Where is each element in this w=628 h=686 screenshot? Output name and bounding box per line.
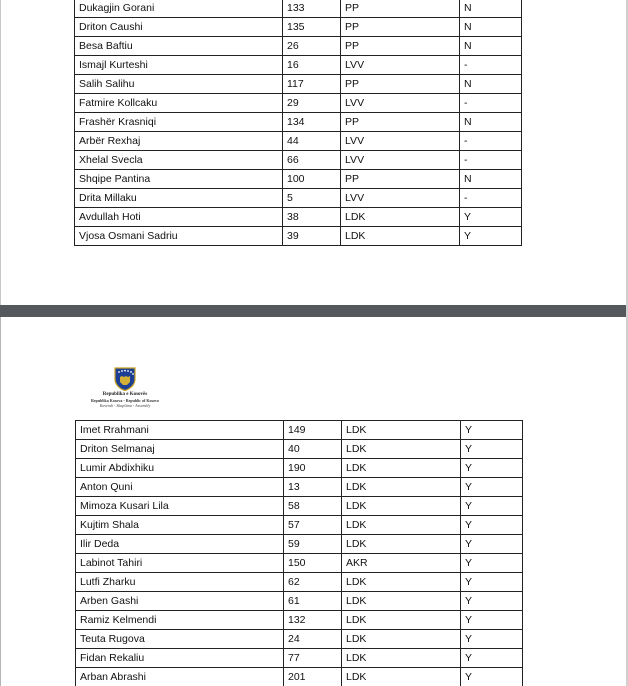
member-vote: Y: [461, 592, 523, 611]
member-number: 44: [283, 132, 341, 151]
member-number: 190: [284, 459, 342, 478]
member-name: Driton Selmanaj: [76, 440, 284, 459]
member-vote: Y: [461, 630, 523, 649]
member-name: Vjosa Osmani Sadriu: [75, 227, 283, 246]
member-number: 13: [284, 478, 342, 497]
table-row: [76, 421, 523, 440]
table-row: [76, 554, 523, 573]
table-row: [75, 189, 522, 208]
member-vote: Y: [461, 668, 523, 686]
member-number: 24: [284, 630, 342, 649]
member-name: Lumir Abdixhiku: [76, 459, 284, 478]
member-number: 149: [284, 421, 342, 440]
member-party: PP: [341, 18, 460, 37]
member-number: 26: [283, 37, 341, 56]
member-number: 16: [283, 56, 341, 75]
member-vote: Y: [460, 227, 522, 246]
member-number: 134: [283, 113, 341, 132]
table-row: [76, 573, 523, 592]
member-vote: Y: [461, 478, 523, 497]
member-vote: N: [460, 0, 522, 18]
table-row: [75, 227, 522, 246]
member-name: Arbër Rexhaj: [75, 132, 283, 151]
member-number: 59: [284, 535, 342, 554]
member-vote: Y: [461, 649, 523, 668]
member-vote: Y: [461, 459, 523, 478]
member-party: PP: [341, 113, 460, 132]
member-number: 62: [284, 573, 342, 592]
member-party: PP: [341, 37, 460, 56]
table-row: [75, 132, 522, 151]
member-vote: -: [460, 94, 522, 113]
member-name: Ilir Deda: [76, 535, 284, 554]
member-name: Fatmire Kollcaku: [75, 94, 283, 113]
member-name: Mimoza Kusari Lila: [76, 497, 284, 516]
member-party: LDK: [342, 478, 461, 497]
member-party: AKR: [342, 554, 461, 573]
member-number: 77: [284, 649, 342, 668]
member-name: Teuta Rugova: [76, 630, 284, 649]
member-party: LDK: [342, 459, 461, 478]
member-number: 201: [284, 668, 342, 686]
member-name: Fidan Rekaliu: [76, 649, 284, 668]
table-row: [75, 113, 522, 132]
member-name: Salih Salihu: [75, 75, 283, 94]
member-party: LVV: [341, 94, 460, 113]
member-party: LDK: [342, 440, 461, 459]
member-vote: Y: [461, 440, 523, 459]
letterhead-subtitle: Republika Kosova - Republic of Kosovo: [90, 398, 160, 403]
document-page-2: [0, 317, 628, 686]
member-name: Arban Abrashi: [76, 668, 284, 686]
document-page-1: [0, 0, 628, 305]
member-vote: Y: [460, 208, 522, 227]
member-number: 38: [283, 208, 341, 227]
member-name: Dukagjin Gorani: [75, 0, 283, 18]
member-vote: N: [460, 37, 522, 56]
member-name: Besa Baftiu: [75, 37, 283, 56]
member-vote: -: [460, 151, 522, 170]
member-number: 150: [284, 554, 342, 573]
table-row: [75, 0, 522, 18]
table-row: [76, 535, 523, 554]
member-party: LDK: [342, 535, 461, 554]
member-vote: Y: [461, 611, 523, 630]
table-row: [76, 440, 523, 459]
member-party: LDK: [341, 227, 460, 246]
member-number: 66: [283, 151, 341, 170]
table-row: [75, 170, 522, 189]
member-vote: -: [460, 132, 522, 151]
table-row: [75, 18, 522, 37]
member-name: Drita Millaku: [75, 189, 283, 208]
member-vote: N: [460, 75, 522, 94]
member-number: 61: [284, 592, 342, 611]
member-name: Anton Quni: [76, 478, 284, 497]
member-name: Arben Gashi: [76, 592, 284, 611]
member-party: LDK: [341, 208, 460, 227]
table-row: [76, 459, 523, 478]
member-vote: N: [460, 18, 522, 37]
table-row: [76, 516, 523, 535]
member-party: LDK: [342, 497, 461, 516]
member-party: LVV: [341, 56, 460, 75]
member-party: LDK: [342, 516, 461, 535]
member-number: 5: [283, 189, 341, 208]
member-party: LDK: [342, 592, 461, 611]
member-party: PP: [341, 75, 460, 94]
member-name: Ismajl Kurteshi: [75, 56, 283, 75]
page-separator: [0, 305, 628, 317]
member-party: LVV: [341, 151, 460, 170]
member-number: 117: [283, 75, 341, 94]
member-party: LDK: [342, 630, 461, 649]
member-name: Lutfi Zharku: [76, 573, 284, 592]
member-vote: -: [460, 56, 522, 75]
member-number: 132: [284, 611, 342, 630]
table-row: [76, 630, 523, 649]
member-party: PP: [341, 0, 460, 18]
table-row: [75, 208, 522, 227]
member-vote: N: [460, 170, 522, 189]
member-name: Xhelal Svecla: [75, 151, 283, 170]
page-edge: [0, 0, 1, 305]
member-vote: Y: [461, 421, 523, 440]
member-name: Shqipe Pantina: [75, 170, 283, 189]
member-number: 133: [283, 0, 341, 18]
member-number: 57: [284, 516, 342, 535]
member-party: LDK: [342, 421, 461, 440]
member-number: 40: [284, 440, 342, 459]
letterhead-title: Republika e Kosovës: [102, 392, 148, 397]
member-party: LVV: [341, 132, 460, 151]
member-number: 29: [283, 94, 341, 113]
member-party: LDK: [342, 649, 461, 668]
member-vote: Y: [461, 535, 523, 554]
member-party: LDK: [342, 611, 461, 630]
table-row: [75, 37, 522, 56]
member-number: 58: [284, 497, 342, 516]
table-row: [76, 478, 523, 497]
letterhead-assembly: Kuvendi - Skupština - Assembly: [99, 403, 151, 408]
table-row: [76, 611, 523, 630]
member-name: Imet Rrahmani: [76, 421, 284, 440]
table-row: [75, 75, 522, 94]
member-name: Driton Caushi: [75, 18, 283, 37]
vote-table-page-1: [74, 0, 522, 246]
member-vote: -: [460, 189, 522, 208]
member-name: Frashër Krasniqi: [75, 113, 283, 132]
member-party: LDK: [342, 668, 461, 686]
table-row: [76, 497, 523, 516]
member-name: Avdullah Hoti: [75, 208, 283, 227]
vote-table-page-2: [75, 420, 523, 686]
table-row: [76, 592, 523, 611]
table-row: [76, 649, 523, 668]
member-name: Ramiz Kelmendi: [76, 611, 284, 630]
kosovo-coat-of-arms-icon: [114, 367, 136, 391]
member-name: Kujtim Shala: [76, 516, 284, 535]
member-vote: Y: [461, 516, 523, 535]
member-party: LVV: [341, 189, 460, 208]
letterhead: [75, 367, 175, 408]
member-number: 39: [283, 227, 341, 246]
member-number: 100: [283, 170, 341, 189]
member-party: LDK: [342, 573, 461, 592]
table-row: [76, 668, 523, 686]
table-row: [75, 151, 522, 170]
member-party: PP: [341, 170, 460, 189]
member-name: Labinot Tahiri: [76, 554, 284, 573]
table-row: [75, 56, 522, 75]
member-vote: Y: [461, 497, 523, 516]
member-vote: Y: [461, 573, 523, 592]
table-row: [75, 94, 522, 113]
member-number: 135: [283, 18, 341, 37]
member-vote: Y: [461, 554, 523, 573]
member-vote: N: [460, 113, 522, 132]
